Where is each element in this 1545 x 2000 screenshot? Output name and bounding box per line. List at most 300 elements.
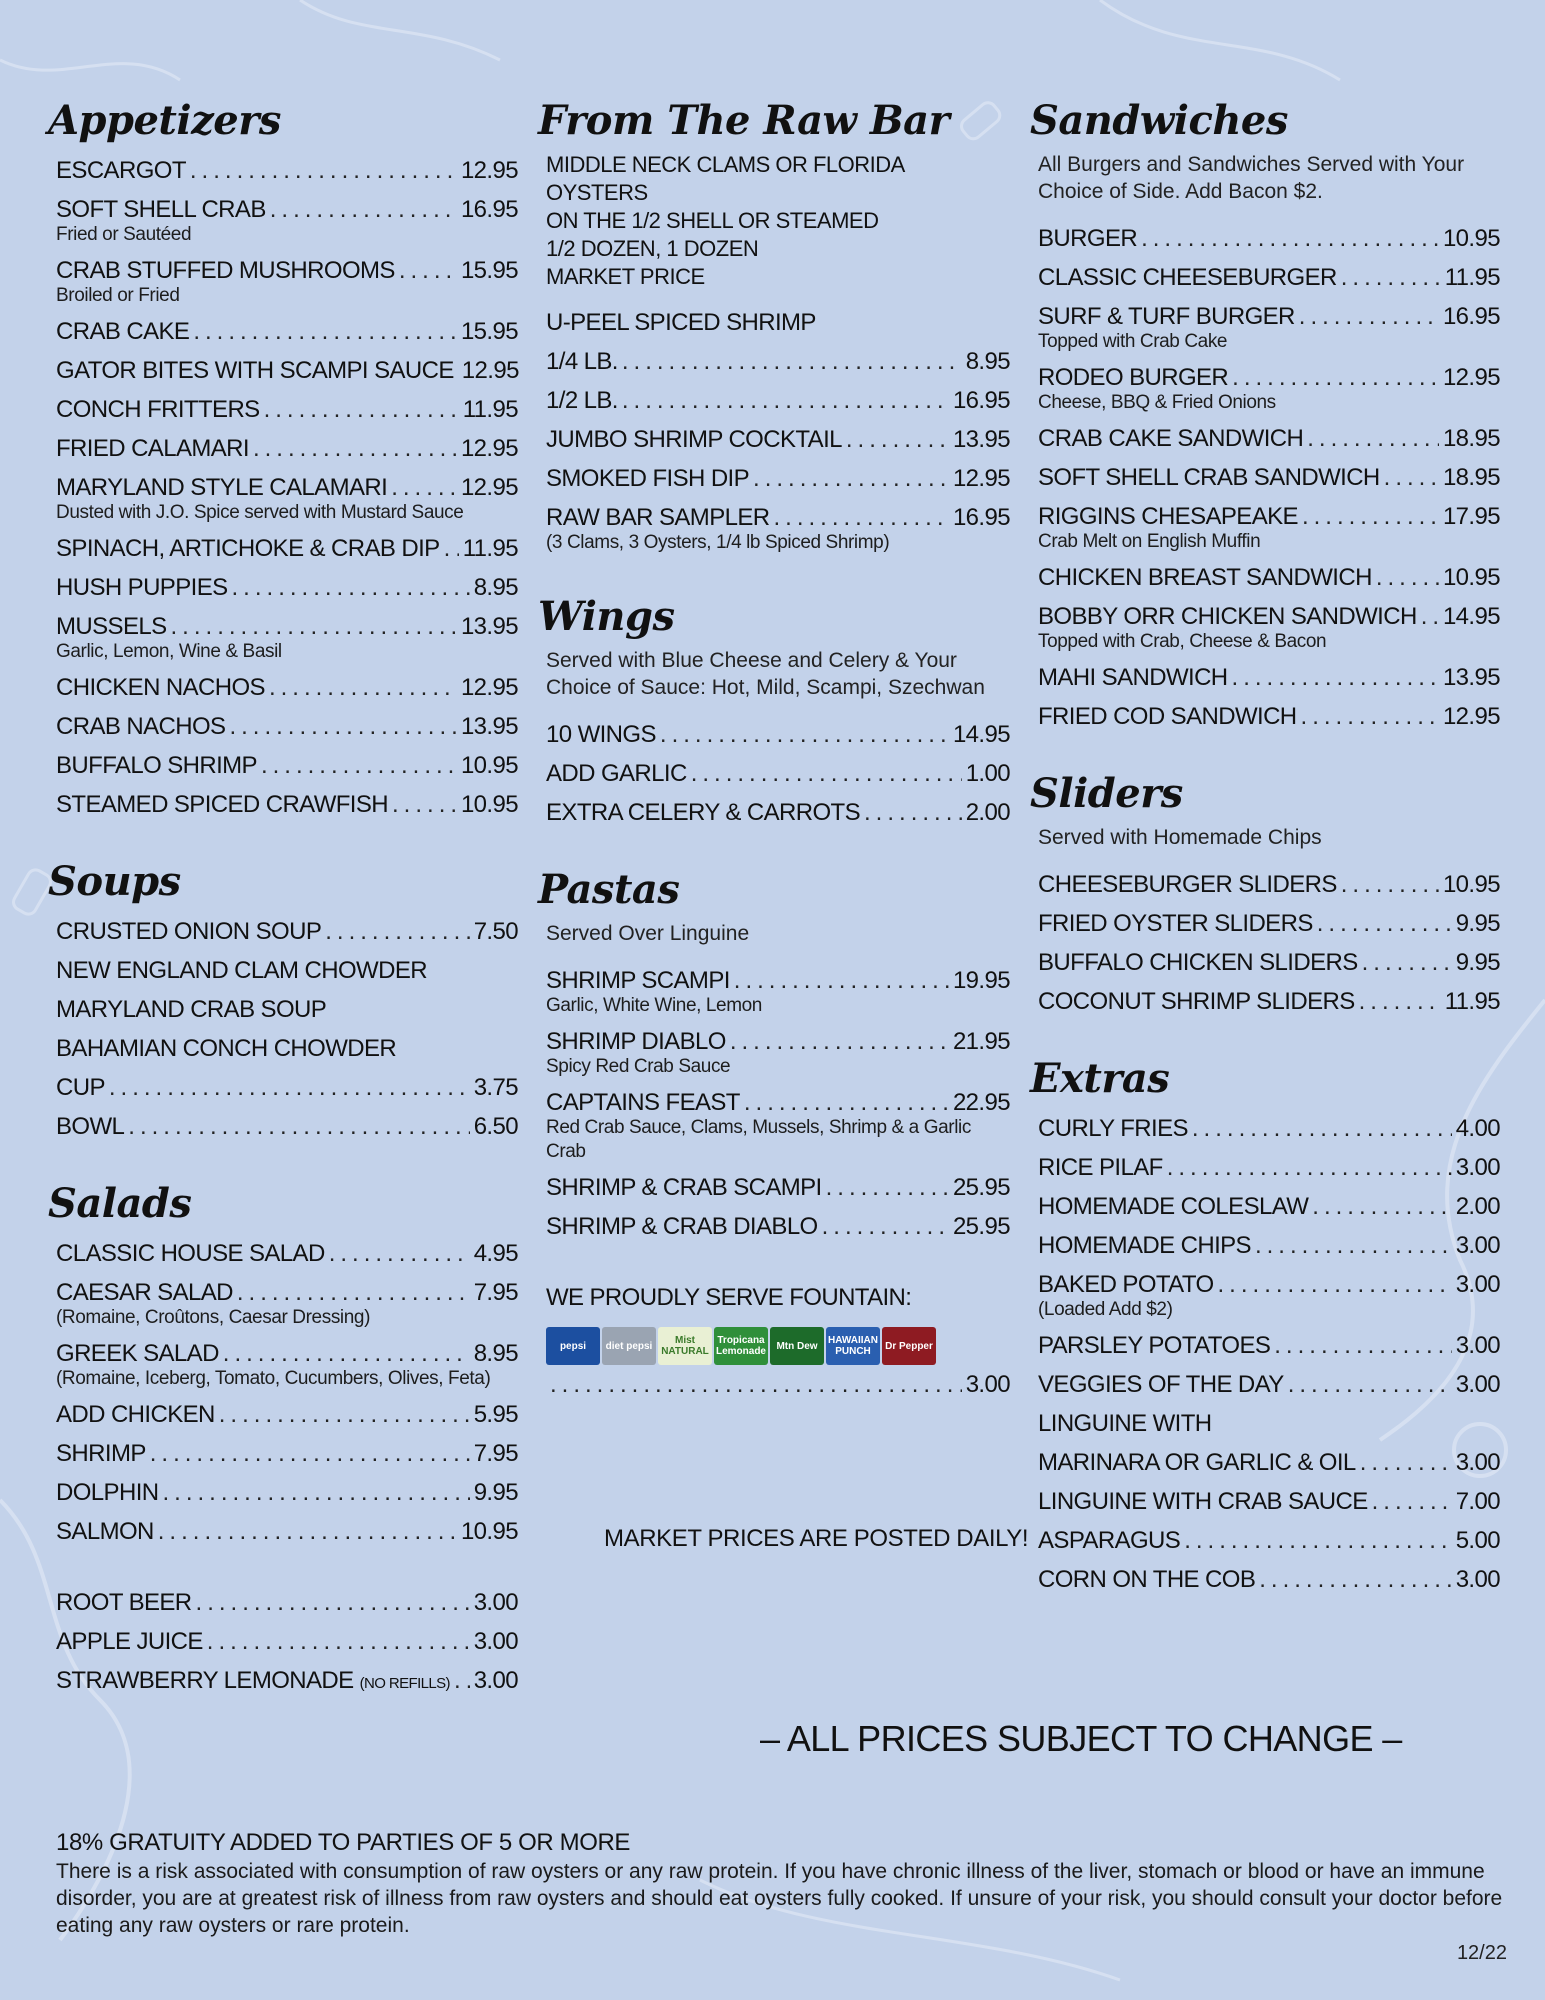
menu-item (1038, 458, 1500, 497)
menu-item (1038, 982, 1500, 1021)
item-price: 3.00 (965, 1371, 1010, 1398)
menu-item (56, 529, 518, 568)
item-description: Garlic, Lemon, Wine & Basil (56, 641, 282, 662)
item-name: CRAB CAKE (56, 318, 190, 345)
item-name: CHICKEN NACHOS (56, 674, 265, 701)
menu-item (56, 1512, 518, 1551)
menu-item (56, 707, 518, 746)
item-name: COCONUT SHRIMP SLIDERS (1038, 988, 1355, 1015)
gratuity-notice: 18% GRATUITY ADDED TO PARTIES OF 5 OR MORE (56, 1829, 631, 1856)
item-price: 4.95 (473, 1240, 518, 1267)
menu-item (56, 351, 518, 390)
menu-item (56, 1473, 518, 1512)
item-price: 7.95 (473, 1440, 518, 1467)
item-name: CRUSTED ONION SOUP (56, 918, 322, 945)
dot-leader (822, 1207, 949, 1246)
item-price: 11.95 (1444, 988, 1500, 1015)
item-price: 10.95 (1442, 871, 1500, 898)
item-price: 15.95 (460, 318, 518, 345)
item-name: RIGGINS CHESAPEAKE (1038, 503, 1298, 530)
dot-leader (622, 342, 962, 381)
dot-leader (207, 1622, 470, 1661)
dot-leader (1288, 1365, 1452, 1404)
item-price: 12.95 (460, 435, 518, 462)
item-name: 10 WINGS (546, 721, 656, 748)
item-price: 16.95 (460, 196, 518, 223)
soup-name: NEW ENGLAND CLAM CHOWDER (56, 957, 427, 984)
dot-leader (1299, 297, 1439, 336)
item-name: FRIED OYSTER SLIDERS (1038, 910, 1313, 937)
prices-subject-to-change: – ALL PRICES SUBJECT TO CHANGE – (760, 1718, 1402, 1759)
item-price: 13.95 (1442, 664, 1500, 691)
dot-leader (1384, 458, 1439, 497)
item-name: GREEK SALAD (56, 1340, 219, 1367)
pastas-list (538, 961, 1010, 1246)
item-name: FRIED COD SANDWICH (1038, 703, 1297, 730)
section-title-pastas: Pastas (538, 866, 680, 913)
brand-logo: HAWAIIAN PUNCH (826, 1327, 880, 1365)
item-name: CRAB CAKE SANDWICH (1038, 425, 1304, 452)
item-name: DOLPHIN (56, 1479, 159, 1506)
fountain-price-line (546, 1365, 1010, 1404)
menu-item (56, 1068, 518, 1107)
dot-leader (622, 381, 949, 420)
dot-leader (270, 190, 457, 229)
item-description: (Romaine, Iceberg, Tomato, Cucumbers, Olives, Feta) (56, 1368, 491, 1389)
item-name: BUFFALO SHRIMP (56, 752, 257, 779)
dot-leader (109, 1068, 470, 1107)
raw-bar-intro-line: MIDDLE NECK CLAMS OR FLORIDA OYSTERS (546, 152, 904, 205)
dot-leader (196, 1583, 470, 1622)
item-name: CONCH FRITTERS (56, 396, 260, 423)
item-price: 3.00 (1455, 1271, 1500, 1298)
item-price: 14.95 (1442, 603, 1500, 630)
item-description: Red Crab Sauce, Clams, Mussels, Shrimp & a Garlic Crab (546, 1117, 971, 1162)
menu-item (56, 568, 518, 607)
item-name: SOFT SHELL CRAB (56, 196, 266, 223)
item-name: PARSLEY POTATOES (1038, 1332, 1271, 1359)
menu-item (1038, 419, 1500, 458)
dot-leader (444, 529, 459, 568)
item-price: 3.00 (1455, 1371, 1500, 1398)
wings-subtitle: Served with Blue Cheese and Celery & Your Choice of Sauce: Hot, Mild, Scampi, Szechwan (546, 649, 985, 699)
item-price: 5.95 (473, 1401, 518, 1428)
item-name: RICE PILAF (1038, 1154, 1163, 1181)
item-name: SHRIMP & CRAB DIABLO (546, 1213, 818, 1240)
menu-item (56, 1107, 518, 1146)
item-name: CRAB NACHOS (56, 713, 226, 740)
item-description: Broiled or Fried (56, 285, 180, 306)
appetizers-list (48, 151, 518, 824)
item-name: SHRIMP & CRAB SCAMPI (546, 1174, 822, 1201)
dot-leader (1341, 258, 1441, 297)
brand-logo: Mist NATURAL (658, 1327, 712, 1365)
wings-list (538, 715, 1010, 832)
menu-item (1038, 904, 1500, 943)
soup-name: MARYLAND CRAB SOUP (56, 996, 327, 1023)
item-name: RAW BAR SAMPLER (546, 504, 770, 531)
item-price: 3.00 (1455, 1154, 1500, 1181)
dot-leader (232, 568, 470, 607)
item-name: MAHI SANDWICH (1038, 664, 1228, 691)
fountain-heading: WE PROUDLY SERVE FOUNTAIN: (546, 1284, 912, 1311)
item-name: SALMON (56, 1518, 154, 1545)
item-name: EXTRA CELERY & CARROTS (546, 799, 861, 826)
extras-list (1030, 1109, 1500, 1404)
dot-leader (660, 715, 949, 754)
dot-leader (1192, 1109, 1452, 1148)
item-price: 7.95 (473, 1279, 518, 1306)
item-description: Garlic, White Wine, Lemon (546, 995, 762, 1016)
item-description: Spicy Red Crab Sauce (546, 1056, 731, 1077)
dot-leader (163, 1473, 470, 1512)
dot-leader (1302, 497, 1439, 536)
section-title-appetizers: Appetizers (48, 97, 281, 144)
item-name: BUFFALO CHICKEN SLIDERS (1038, 949, 1358, 976)
item-price: 12.95 (461, 357, 519, 384)
item-price: 10.95 (460, 1518, 518, 1545)
item-price: 7.50 (473, 918, 518, 945)
item-price: 3.00 (473, 1667, 518, 1694)
menu-item (1038, 1326, 1500, 1365)
dot-leader (1359, 982, 1441, 1021)
footer (56, 1828, 1506, 1939)
menu-item (1038, 697, 1500, 736)
menu-item (1038, 943, 1500, 982)
menu-item (1038, 1365, 1500, 1404)
dot-leader (734, 961, 949, 1000)
item-name: SPINACH, ARTICHOKE & CRAB DIP (56, 535, 440, 562)
item-price: 10.95 (460, 752, 518, 779)
menu-item (546, 420, 1010, 459)
soup-sizes-list (48, 1068, 518, 1146)
item-price: 3.00 (1455, 1566, 1500, 1593)
item-name: SOFT SHELL CRAB SANDWICH (1038, 464, 1380, 491)
item-price: 2.00 (1455, 1193, 1500, 1220)
item-price: 8.95 (473, 574, 518, 601)
menu-item (56, 1234, 518, 1273)
item-name: FRIED CALAMARI (56, 435, 249, 462)
dot-leader (550, 1365, 962, 1404)
sandwiches-subtitle: All Burgers and Sandwiches Served with Your Choice of Side. Add Bacon $2. (1038, 153, 1465, 203)
item-price: 10.95 (1442, 225, 1500, 252)
dot-leader (1421, 597, 1439, 636)
dot-leader (229, 707, 457, 746)
soup-name: BAHAMIAN CONCH CHOWDER (56, 1035, 397, 1062)
column-right (1030, 95, 1500, 1599)
shrimp-heading: U-PEEL SPICED SHRIMP (546, 309, 816, 336)
item-price: 25.95 (952, 1174, 1010, 1201)
dot-leader (253, 429, 457, 468)
section-title-salads: Salads (48, 1180, 192, 1227)
item-price: 10.95 (1442, 564, 1500, 591)
dot-leader (1274, 1326, 1451, 1365)
item-price: 1.00 (965, 760, 1010, 787)
menu-item (1038, 658, 1500, 697)
menu-item (546, 459, 1010, 498)
item-price: 15.95 (460, 257, 518, 284)
raw-bar-intro (546, 151, 1010, 291)
menu-item (56, 312, 518, 351)
menu-item (56, 429, 518, 468)
item-price: 18.95 (1442, 464, 1500, 491)
item-price: 12.95 (1442, 364, 1500, 391)
item-price: 3.00 (473, 1589, 518, 1616)
menu-item (546, 793, 1010, 832)
item-price: 21.95 (952, 1028, 1010, 1055)
raw-bar-intro-line: ON THE 1/2 SHELL OR STEAMED (546, 208, 879, 233)
dot-leader (1362, 943, 1452, 982)
dot-leader (1232, 658, 1439, 697)
item-price: 5.00 (1455, 1527, 1500, 1554)
item-name: GATOR BITES WITH SCAMPI SAUCE (56, 357, 454, 384)
item-name: HOMEMADE COLESLAW (1038, 1193, 1309, 1220)
menu-item (56, 746, 518, 785)
item-description: Topped with Crab, Cheese & Bacon (1038, 631, 1327, 652)
item-price: 13.95 (460, 713, 518, 740)
item-name: HOMEMADE CHIPS (1038, 1232, 1251, 1259)
dot-leader (325, 912, 469, 951)
dot-leader (150, 1434, 470, 1473)
item-name: ADD GARLIC (546, 760, 687, 787)
menu-item (1038, 1187, 1500, 1226)
menu-item (56, 668, 518, 707)
item-name-text: STRAWBERRY LEMONADE (56, 1667, 354, 1694)
item-description: (3 Clams, 3 Oysters, 1/4 lb Spiced Shrimp) (546, 532, 890, 553)
item-name: STEAMED SPICED CRAWFISH (56, 791, 389, 818)
salads-list (48, 1234, 518, 1551)
item-price: 7.00 (1455, 1488, 1500, 1515)
item-price: 16.95 (952, 387, 1010, 414)
item-price: 3.00 (1455, 1332, 1500, 1359)
item-name: SMOKED FISH DIP (546, 465, 750, 492)
item-price: 9.95 (1455, 949, 1500, 976)
item-name: SHRIMP DIABLO (546, 1028, 726, 1055)
dot-leader (193, 312, 457, 351)
menu-item (1038, 1109, 1500, 1148)
item-price: 12.95 (952, 465, 1010, 492)
dot-leader (1184, 1521, 1451, 1560)
brand-logo: Dr Pepper (882, 1327, 936, 1365)
item-price: 6.50 (473, 1113, 518, 1140)
item-name: 1/4 LB. (546, 348, 618, 375)
item-description: Dusted with J.O. Spice served with Mustard Sauce (56, 502, 464, 523)
dot-leader (846, 420, 949, 459)
menu-item (1038, 1226, 1500, 1265)
brand-logo: Mtn Dew (770, 1327, 824, 1365)
item-name (56, 1661, 450, 1703)
dot-leader (1259, 1560, 1451, 1599)
item-price: 22.95 (952, 1089, 1010, 1116)
section-title-wings: Wings (538, 593, 675, 640)
brand-logo: diet pepsi (602, 1327, 656, 1365)
dot-leader (1167, 1148, 1452, 1187)
item-name: BOWL (56, 1113, 125, 1140)
item-name: ADD CHICKEN (56, 1401, 215, 1428)
item-name: SHRIMP (56, 1440, 146, 1467)
item-description: Crab Melt on English Muffin (1038, 531, 1261, 552)
section-title-sandwiches: Sandwiches (1030, 97, 1288, 144)
item-description: (Romaine, Croûtons, Caesar Dressing) (56, 1307, 370, 1328)
dot-leader (399, 251, 457, 290)
menu-item (1038, 1443, 1500, 1482)
dot-leader (128, 1107, 469, 1146)
menu-item (546, 381, 1010, 420)
menu-item (546, 715, 1010, 754)
dot-leader (1312, 1187, 1451, 1226)
item-name: BOBBY ORR CHICKEN SANDWICH (1038, 603, 1417, 630)
item-price: 16.95 (1442, 303, 1500, 330)
menu-item (56, 1583, 518, 1622)
item-name: SURF & TURF BURGER (1038, 303, 1295, 330)
menu-item (56, 1395, 518, 1434)
item-name: CAPTAINS FEAST (546, 1089, 740, 1116)
item-name: CHEESEBURGER SLIDERS (1038, 871, 1337, 898)
dot-leader (261, 746, 457, 785)
section-title-extras: Extras (1030, 1055, 1170, 1102)
dot-leader (1341, 865, 1439, 904)
item-price: 25.95 (952, 1213, 1010, 1240)
menu-item (1038, 1560, 1500, 1599)
dot-leader (691, 754, 962, 793)
item-name: CHICKEN BREAST SANDWICH (1038, 564, 1372, 591)
pastas-subtitle: Served Over Linguine (546, 922, 750, 945)
raw-bar-intro-line: MARKET PRICE (546, 264, 705, 289)
dot-leader (329, 1234, 470, 1273)
column-left (48, 95, 518, 1700)
item-name: CORN ON THE COB (1038, 1566, 1256, 1593)
item-price: 13.95 (952, 426, 1010, 453)
menu-item (1038, 558, 1500, 597)
item-name: CUP (56, 1074, 105, 1101)
dot-leader (190, 151, 457, 190)
item-name: ROOT BEER (56, 1589, 192, 1616)
brand-logo: Tropicana Lemonade (714, 1327, 768, 1365)
menu-item (56, 1661, 518, 1700)
market-prices-note: MARKET PRICES ARE POSTED DAILY! (604, 1525, 1029, 1552)
no-refills-note: (NO REFILLS) (359, 1675, 450, 1692)
menu-item (56, 1622, 518, 1661)
menu-item (546, 754, 1010, 793)
item-price: 9.95 (1455, 910, 1500, 937)
item-price: 16.95 (952, 504, 1010, 531)
dot-leader (1376, 558, 1439, 597)
item-price: 12.95 (460, 674, 518, 701)
raw-food-warning: There is a risk associated with consumption of raw oysters or any raw protein. If you have chronic illness of the liver, stomach or blood or have an immune disorder, you are at greatest risk of illness from raw oysters and should eat oysters fully cooked. If unsure of your risk, you should consult your doctor before eating any raw oysters or rare protein. (56, 1860, 1503, 1937)
menu-item (56, 785, 518, 824)
dot-leader (454, 1661, 470, 1700)
dot-leader (1218, 1265, 1452, 1304)
item-price: 11.95 (462, 535, 518, 562)
dot-leader (1141, 219, 1439, 258)
menu-item (1038, 258, 1500, 297)
item-price: 3.75 (473, 1074, 518, 1101)
item-name: CLASSIC HOUSE SALAD (56, 1240, 325, 1267)
dot-leader (753, 459, 949, 498)
item-price: 12.95 (1442, 703, 1500, 730)
item-name: ESCARGOT (56, 157, 186, 184)
menu-item (56, 1434, 518, 1473)
sandwiches-list (1030, 219, 1500, 736)
menu-item (56, 912, 518, 951)
item-price: 2.00 (965, 799, 1010, 826)
brand-logo: pepsi (546, 1327, 600, 1365)
item-price: 3.00 (473, 1628, 518, 1655)
dot-leader (219, 1395, 470, 1434)
menu-item (1038, 1148, 1500, 1187)
section-title-sliders: Sliders (1030, 770, 1183, 817)
menu-item (56, 390, 518, 429)
item-name: CRAB STUFFED MUSHROOMS (56, 257, 395, 284)
item-price: 13.95 (460, 613, 518, 640)
dot-leader (392, 785, 457, 824)
item-price: 18.95 (1442, 425, 1500, 452)
item-price: 3.00 (1455, 1232, 1500, 1259)
drinks-list (48, 1583, 518, 1700)
item-price: 8.95 (473, 1340, 518, 1367)
item-price: 3.00 (1455, 1449, 1500, 1476)
menu-item (546, 1207, 1010, 1246)
dot-leader (826, 1168, 949, 1207)
item-name: CAESAR SALAD (56, 1279, 233, 1306)
item-name: BURGER (1038, 225, 1138, 252)
item-price: 12.95 (460, 474, 518, 501)
item-price: 17.95 (1442, 503, 1500, 530)
menu-item (56, 151, 518, 190)
item-name: RODEO BURGER (1038, 364, 1229, 391)
menu-date: 12/22 (1456, 1942, 1507, 1964)
sliders-list (1030, 865, 1500, 1021)
item-description: Topped with Crab Cake (1038, 331, 1228, 352)
dot-leader (864, 793, 962, 832)
item-name: 1/2 LB. (546, 387, 618, 414)
item-price: 8.95 (965, 348, 1010, 375)
dot-leader (730, 1022, 949, 1061)
item-description: (Loaded Add $2) (1038, 1299, 1173, 1320)
item-name: MARINARA OR GARLIC & OIL (1038, 1449, 1356, 1476)
section-title-raw-bar: From The Raw Bar (538, 97, 950, 144)
dot-leader (158, 1512, 457, 1551)
item-name: SHRIMP SCAMPI (546, 967, 730, 994)
menu-item (546, 1168, 1010, 1207)
item-price: 10.95 (460, 791, 518, 818)
item-description: Fried or Sautéed (56, 224, 192, 245)
dot-leader (264, 390, 459, 429)
menu-item (1038, 219, 1500, 258)
dot-leader (1255, 1226, 1452, 1265)
item-name: LINGUINE WITH CRAB SAUCE (1038, 1488, 1368, 1515)
column-middle (538, 95, 1010, 1404)
item-name: JUMBO SHRIMP COCKTAIL (546, 426, 842, 453)
sliders-subtitle: Served with Homemade Chips (1038, 826, 1322, 849)
item-price: 19.95 (952, 967, 1010, 994)
item-name: MUSSELS (56, 613, 167, 640)
dot-leader (269, 668, 457, 707)
dot-leader (1317, 904, 1452, 943)
linguine-label: LINGUINE WITH (1038, 1410, 1212, 1437)
item-name: VEGGIES OF THE DAY (1038, 1371, 1284, 1398)
item-description: Cheese, BBQ & Fried Onions (1038, 392, 1276, 413)
dot-leader (1301, 697, 1439, 736)
item-price: 12.95 (460, 157, 518, 184)
dot-leader (1372, 1482, 1452, 1521)
item-price: 11.95 (1444, 264, 1500, 291)
menu-item (546, 342, 1010, 381)
item-name: BAKED POTATO (1038, 1271, 1214, 1298)
raw-bar-intro-line: 1/2 DOZEN, 1 DOZEN (546, 236, 759, 261)
item-name: ASPARAGUS (1038, 1527, 1181, 1554)
item-price: 11.95 (462, 396, 518, 423)
